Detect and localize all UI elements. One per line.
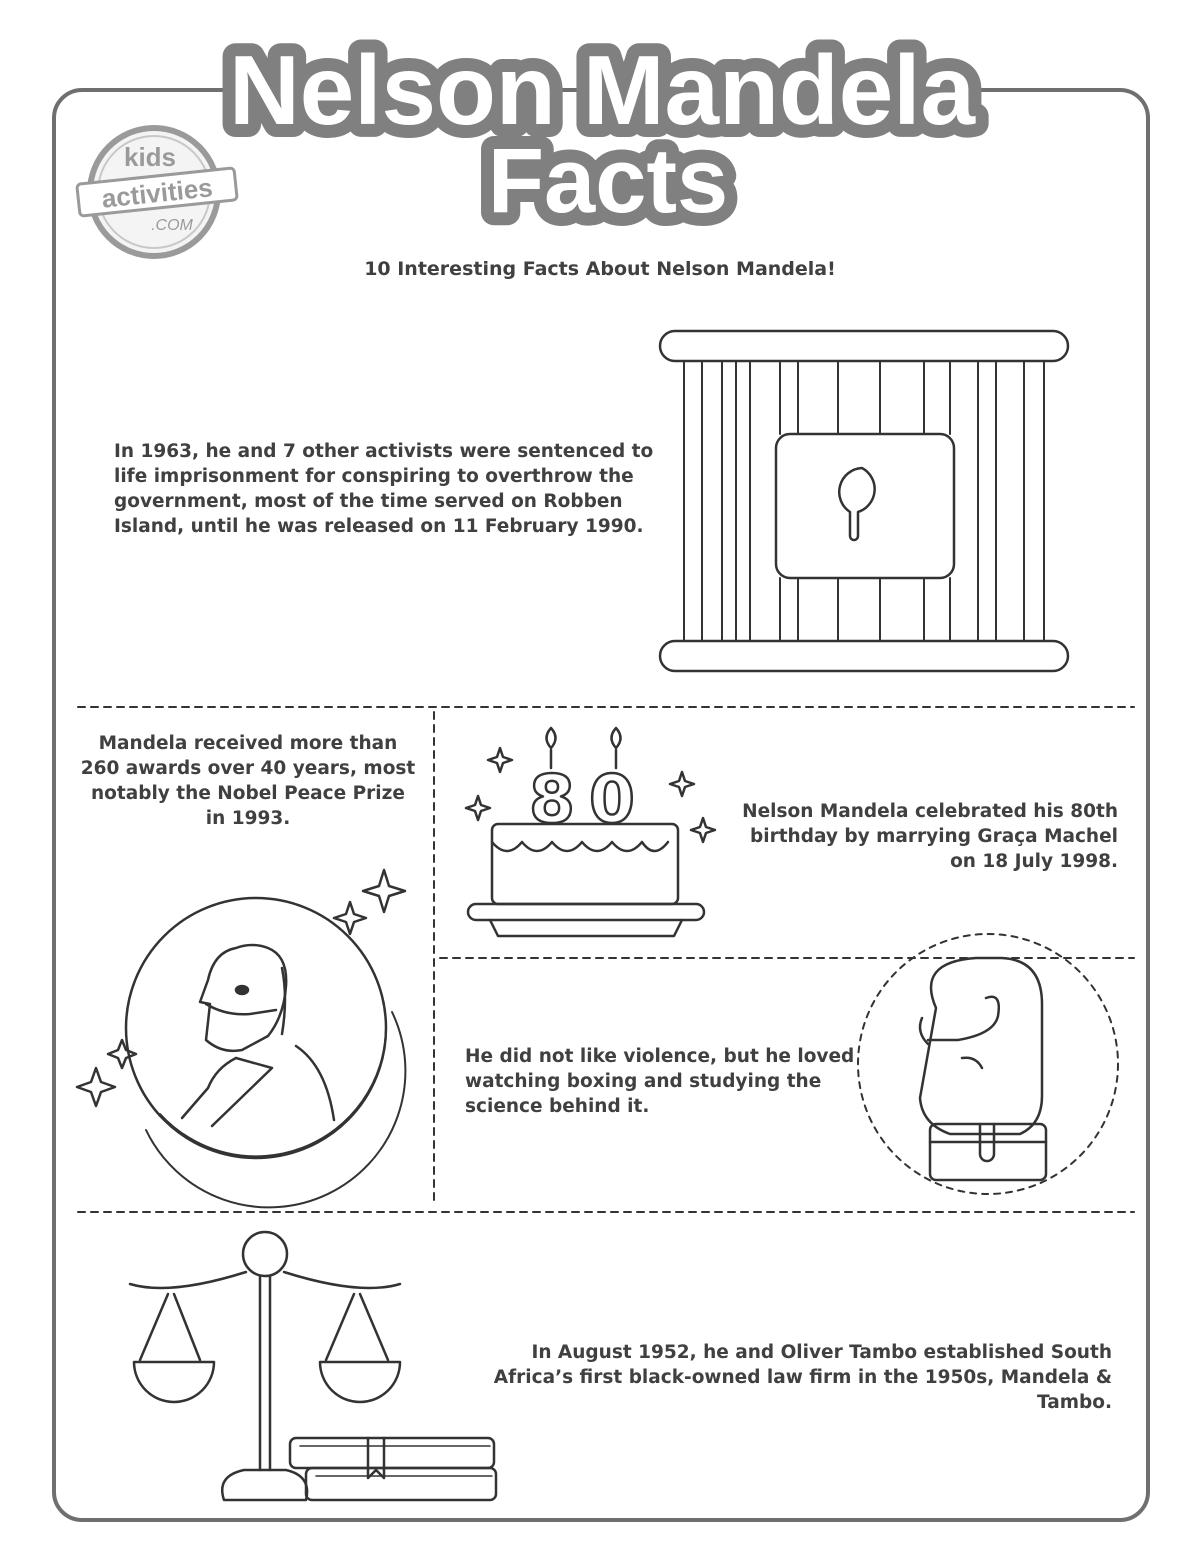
sparkle-icon (691, 818, 715, 842)
scales-of-justice-icon (130, 1232, 496, 1500)
fact-law-firm: In August 1952, he and Oliver Tambo established South Africa’s first black-owned law firm in the 1950s, Mandela & Tambo. (493, 1342, 1112, 1413)
logo-activities: activities (100, 172, 215, 214)
title-line1: Nelson Mandela (228, 35, 976, 145)
fact-birthday: Nelson Mandela celebrated his 80th birthday by marrying Graça Machel on 18 July 1998. (742, 801, 1118, 872)
sparkle-icon (670, 772, 694, 796)
sparkle-icon (77, 1068, 115, 1106)
sparkle-icon (363, 870, 405, 912)
fact-awards: Mandela received more than 260 awards over 40 years, most notably the Nobel Peace Prize in 1993. (80, 733, 416, 829)
logo-com: .COM (151, 217, 193, 234)
title-line2: Facts (487, 130, 729, 232)
fact-prison: In 1963, he and 7 other activists were sentenced to life imprisonment for conspiring to overthrow the government, most of the time served on Robben Island, until he was released on 11 February 1990. (114, 441, 654, 537)
cake-number-0: 0 (589, 761, 635, 838)
sparkle-icon (466, 796, 490, 820)
birthday-cake-icon (466, 728, 715, 936)
cake-number-8: 8 (529, 761, 575, 838)
boxing-glove-icon (858, 934, 1118, 1194)
prison-cell-icon (660, 331, 1068, 671)
logo-kids: kids (123, 142, 177, 172)
fact-boxing: He did not like violence, but he loved watching boxing and studying the science behind it. (465, 1046, 855, 1117)
mandela-portrait-icon (77, 870, 405, 1207)
subtitle: 10 Interesting Facts About Nelson Mandela! (364, 258, 836, 280)
sparkle-icon (488, 748, 512, 772)
